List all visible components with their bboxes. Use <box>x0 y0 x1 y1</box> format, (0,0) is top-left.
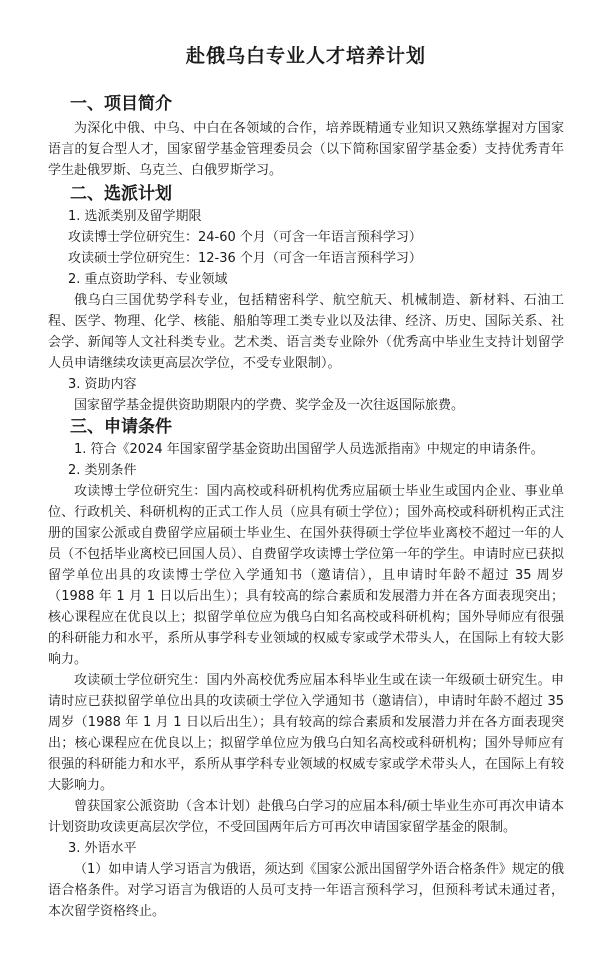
plan-item-funding-text: 国家留学基金提供资助期限内的学费、奖学金及一次往返国际旅费。 <box>74 398 465 413</box>
plan-item-master-duration: 攻读硕士学位研究生：12-36 个月（可含一年语言预科学习） <box>68 251 422 266</box>
requirement-master-text: 攻读硕士学位研究生：国内外高校优秀应届本科毕业生或在读一年级硕士研究生。申请时应已获拟留学单位出具的攻读硕士学位入学通知书（邀请信），申请时年龄不超过 35 周岁（1988 年 1 月 1 日以后出生）；具有较高的综合素质和发展潜力并在各方面表现突出；核心课程应在优良以上；拟留学单位应为俄乌白知名高校或科研机构；国外导师应有很强的科研能力和水平，系所从事学科专业领域的权威专家或学术带头人，在国际上有较大影响力。 <box>48 673 564 793</box>
section-heading-intro: 一、项目简介 <box>70 94 172 114</box>
requirement-general: 1. 符合《2024 年国家留学基金资助出国留学人员选派指南》中规定的申请条件。 <box>74 442 544 457</box>
requirement-language-text: （1）如申请人学习语言为俄语，须达到《国家公派出国留学外语合格条件》规定的俄语合格条件。对学习语言为俄语的人员可支持一年语言预科学习，但预科考试未通过者，本次留学资格终止。 <box>48 862 564 919</box>
plan-item-disciplines-text: 俄乌白三国优势学科专业，包括精密科学、航空航天、机械制造、新材料、石油工程、医学、物理、化学、核能、船舶等理工类专业以及法律、经济、历史、国际关系、社会学、新闻等人文社科类专业。艺术类、语言类专业除外（优秀高中毕业生支持计划留学人员申请继续攻读更高层次学位，不受专业限制）。 <box>48 293 564 371</box>
requirement-category-heading: 2. 类别条件 <box>68 463 137 478</box>
requirement-repeat-text: 曾获国家公派资助（含本计划）赴俄乌白学习的应届本科/硕士毕业生亦可再次申请本计划资助攻读更高层次学位，不受回国两年后方可再次申请国家留学基金的限制。 <box>48 799 564 835</box>
section-heading-plan: 二、选派计划 <box>70 184 172 204</box>
plan-item-category-heading: 1. 选派类别及留学期限 <box>68 209 202 224</box>
requirement-language-heading: 3. 外语水平 <box>68 841 137 856</box>
plan-item-phd-duration: 攻读博士学位研究生：24-60 个月（可含一年语言预科学习） <box>68 230 422 245</box>
intro-paragraph: 为深化中俄、中乌、中白在各领域的合作，培养既精通专业知识又熟练掌握对方国家语言的复合型人才，国家留学基金管理委员会（以下简称国家留学基金委）支持优秀青年学生赴俄罗斯、乌克兰、白俄罗斯学习。 <box>48 121 564 178</box>
section-heading-requirements: 三、申请条件 <box>70 417 172 437</box>
requirement-phd-text: 攻读博士学位研究生：国内高校或科研机构优秀应届硕士毕业生或国内企业、事业单位、行政机关、科研机构的正式工作人员（应具有硕士学位）；国外高校或科研机构正式注册的国家公派或自费留学应届硕士毕业生、在国外获得硕士学位毕业离校不超过一年的人员（不包括毕业离校已回国人员）、自费留学攻读博士学位第一年的学生。申请时应已获拟留学单位出具的攻读博士学位入学通知书（邀请信），且申请时年龄不超过 35 周岁（1988 年 1 月 1 日以后出生）；具有较高的综合素质和发展潜力并在各方面表现突出；核心课程应在优良以上；拟留学单位应为俄乌白知名高校或科研机构；国外导师应有很强的科研能力和水平，系所从事学科专业领域的权威专家或学术带头人，在国际上有较大影响力。 <box>48 484 564 667</box>
plan-item-disciplines-heading: 2. 重点资助学科、专业领域 <box>68 272 228 287</box>
plan-item-funding-heading: 3. 资助内容 <box>68 377 137 392</box>
document-title: 赴俄乌白专业人才培养计划 <box>185 45 426 67</box>
